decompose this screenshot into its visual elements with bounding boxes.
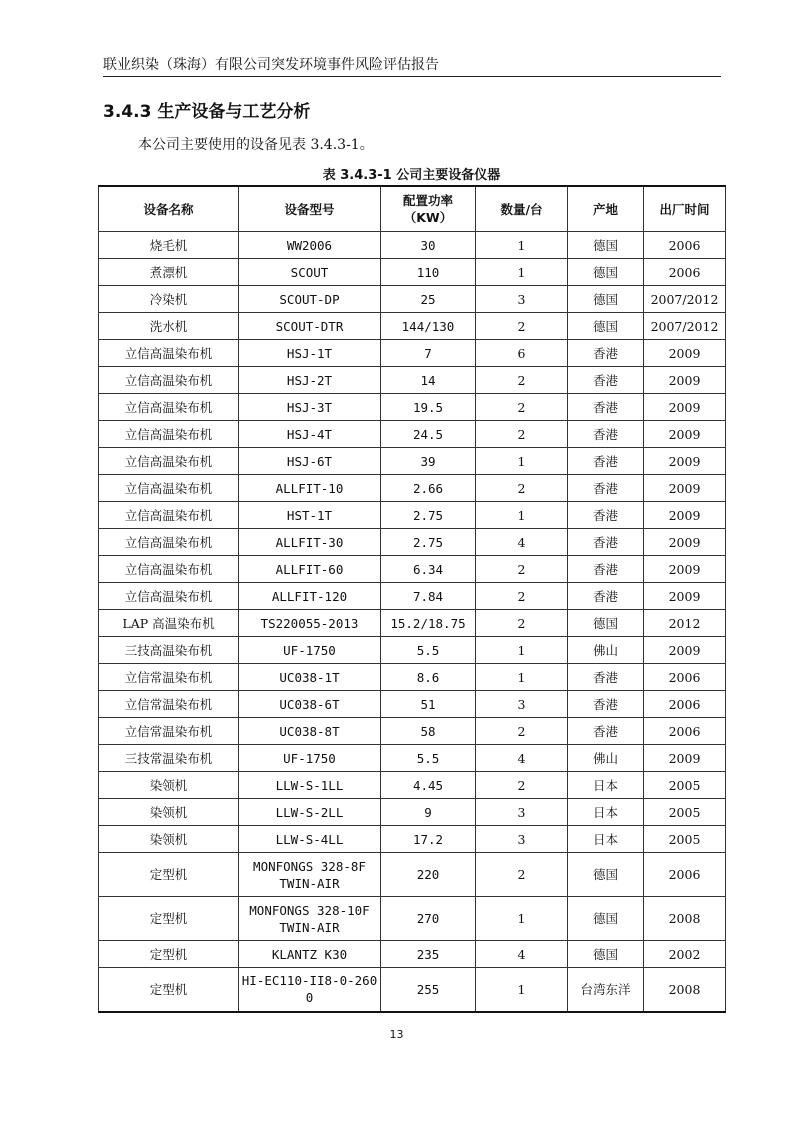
cell-name: 洗水机 bbox=[99, 313, 239, 340]
table-row bbox=[99, 799, 726, 826]
cell-qty: 1 bbox=[476, 664, 568, 691]
cell-model: UC038-8T bbox=[239, 718, 381, 745]
section-title: 3.4.3 生产设备与工艺分析 bbox=[103, 102, 311, 122]
cell-year: 2006 bbox=[644, 259, 726, 286]
cell-power: 30 bbox=[381, 232, 476, 259]
cell-qty: 1 bbox=[476, 637, 568, 664]
cell-power: 51 bbox=[381, 691, 476, 718]
cell-origin: 香港 bbox=[568, 394, 644, 421]
cell-name: 立信高温染布机 bbox=[99, 340, 239, 367]
table-row bbox=[99, 421, 726, 448]
cell-power: 17.2 bbox=[381, 826, 476, 853]
table-row bbox=[99, 583, 726, 610]
cell-model: HSJ-4T bbox=[239, 421, 381, 448]
cell-name: LAP 高温染布机 bbox=[99, 610, 239, 637]
cell-origin: 德国 bbox=[568, 897, 644, 941]
intro-paragraph: 本公司主要使用的设备见表 3.4.3-1。 bbox=[138, 137, 374, 153]
cell-origin: 日本 bbox=[568, 826, 644, 853]
cell-origin: 德国 bbox=[568, 313, 644, 340]
cell-qty: 3 bbox=[476, 691, 568, 718]
cell-origin: 香港 bbox=[568, 583, 644, 610]
table-row bbox=[99, 286, 726, 313]
cell-year: 2007/2012 bbox=[644, 286, 726, 313]
cell-power: 7.84 bbox=[381, 583, 476, 610]
cell-name: 立信高温染布机 bbox=[99, 367, 239, 394]
cell-qty: 3 bbox=[476, 286, 568, 313]
cell-year: 2009 bbox=[644, 556, 726, 583]
cell-year: 2008 bbox=[644, 897, 726, 941]
cell-name: 定型机 bbox=[99, 897, 239, 941]
cell-name: 定型机 bbox=[99, 941, 239, 968]
cell-qty: 2 bbox=[476, 313, 568, 340]
cell-model: UF-1750 bbox=[239, 745, 381, 772]
cell-qty: 2 bbox=[476, 718, 568, 745]
cell-model: HSJ-2T bbox=[239, 367, 381, 394]
cell-origin: 香港 bbox=[568, 340, 644, 367]
cell-model: ALLFIT-120 bbox=[239, 583, 381, 610]
cell-model: SCOUT-DTR bbox=[239, 313, 381, 340]
cell-model: HI-EC110-II8-0-260 0 bbox=[239, 968, 381, 1012]
table-row bbox=[99, 502, 726, 529]
cell-model: WW2006 bbox=[239, 232, 381, 259]
cell-power: 255 bbox=[381, 968, 476, 1012]
cell-year: 2005 bbox=[644, 772, 726, 799]
table-row bbox=[99, 313, 726, 340]
cell-year: 2009 bbox=[644, 637, 726, 664]
cell-origin: 日本 bbox=[568, 799, 644, 826]
cell-name: 立信高温染布机 bbox=[99, 475, 239, 502]
cell-model: ALLFIT-30 bbox=[239, 529, 381, 556]
cell-power: 6.34 bbox=[381, 556, 476, 583]
table-row bbox=[99, 745, 726, 772]
cell-model: MONFONGS 328-10F TWIN-AIR bbox=[239, 897, 381, 941]
table-row bbox=[99, 556, 726, 583]
page-number: 13 bbox=[389, 1028, 404, 1041]
cell-origin: 德国 bbox=[568, 232, 644, 259]
table-caption: 表 3.4.3-1 公司主要设备仪器 bbox=[322, 168, 501, 183]
cell-year: 2009 bbox=[644, 448, 726, 475]
cell-origin: 德国 bbox=[568, 259, 644, 286]
cell-origin: 佛山 bbox=[568, 637, 644, 664]
cell-name: 立信高温染布机 bbox=[99, 421, 239, 448]
cell-year: 2009 bbox=[644, 394, 726, 421]
table-row bbox=[99, 968, 726, 1012]
cell-qty: 2 bbox=[476, 610, 568, 637]
cell-qty: 2 bbox=[476, 772, 568, 799]
cell-year: 2009 bbox=[644, 745, 726, 772]
col-header-power: 配置功率 （KW） bbox=[381, 186, 476, 232]
cell-origin: 香港 bbox=[568, 421, 644, 448]
cell-model: HSJ-1T bbox=[239, 340, 381, 367]
cell-name: 煮漂机 bbox=[99, 259, 239, 286]
cell-model: ALLFIT-10 bbox=[239, 475, 381, 502]
cell-year: 2008 bbox=[644, 968, 726, 1012]
cell-name: 立信高温染布机 bbox=[99, 448, 239, 475]
cell-qty: 2 bbox=[476, 556, 568, 583]
cell-power: 220 bbox=[381, 853, 476, 897]
cell-origin: 香港 bbox=[568, 367, 644, 394]
cell-qty: 2 bbox=[476, 475, 568, 502]
cell-power: 8.6 bbox=[381, 664, 476, 691]
cell-model: HSJ-3T bbox=[239, 394, 381, 421]
cell-year: 2012 bbox=[644, 610, 726, 637]
cell-year: 2009 bbox=[644, 421, 726, 448]
cell-name: 立信常温染布机 bbox=[99, 718, 239, 745]
table-row bbox=[99, 610, 726, 637]
cell-qty: 4 bbox=[476, 941, 568, 968]
cell-name: 立信高温染布机 bbox=[99, 502, 239, 529]
cell-qty: 1 bbox=[476, 502, 568, 529]
cell-name: 立信常温染布机 bbox=[99, 664, 239, 691]
cell-model: LLW-S-4LL bbox=[239, 826, 381, 853]
cell-year: 2006 bbox=[644, 718, 726, 745]
cell-power: 14 bbox=[381, 367, 476, 394]
cell-name: 立信高温染布机 bbox=[99, 529, 239, 556]
cell-power: 270 bbox=[381, 897, 476, 941]
cell-name: 冷染机 bbox=[99, 286, 239, 313]
cell-year: 2005 bbox=[644, 826, 726, 853]
table-row bbox=[99, 826, 726, 853]
table-row bbox=[99, 529, 726, 556]
cell-qty: 1 bbox=[476, 232, 568, 259]
cell-name: 立信高温染布机 bbox=[99, 583, 239, 610]
cell-name: 立信常温染布机 bbox=[99, 691, 239, 718]
cell-model: LLW-S-2LL bbox=[239, 799, 381, 826]
cell-power: 19.5 bbox=[381, 394, 476, 421]
cell-origin: 香港 bbox=[568, 718, 644, 745]
table-row bbox=[99, 897, 726, 941]
cell-year: 2006 bbox=[644, 853, 726, 897]
cell-origin: 佛山 bbox=[568, 745, 644, 772]
cell-origin: 德国 bbox=[568, 610, 644, 637]
cell-qty: 3 bbox=[476, 826, 568, 853]
cell-qty: 1 bbox=[476, 259, 568, 286]
cell-power: 58 bbox=[381, 718, 476, 745]
cell-name: 三技高温染布机 bbox=[99, 637, 239, 664]
table-row bbox=[99, 475, 726, 502]
cell-power: 110 bbox=[381, 259, 476, 286]
cell-qty: 3 bbox=[476, 799, 568, 826]
cell-power: 2.66 bbox=[381, 475, 476, 502]
cell-origin: 德国 bbox=[568, 853, 644, 897]
cell-power: 235 bbox=[381, 941, 476, 968]
page-header: 联业织染（珠海）有限公司突发环境事件风险评估报告 bbox=[103, 56, 721, 77]
cell-qty: 2 bbox=[476, 583, 568, 610]
table-row bbox=[99, 340, 726, 367]
cell-model: SCOUT bbox=[239, 259, 381, 286]
cell-qty: 1 bbox=[476, 968, 568, 1012]
table-row bbox=[99, 664, 726, 691]
col-header-qty: 数量/台 bbox=[476, 186, 568, 232]
col-header-year: 出厂时间 bbox=[644, 186, 726, 232]
cell-power: 2.75 bbox=[381, 529, 476, 556]
col-header-origin: 产地 bbox=[568, 186, 644, 232]
cell-model: HSJ-6T bbox=[239, 448, 381, 475]
table-row bbox=[99, 367, 726, 394]
cell-power: 144/130 bbox=[381, 313, 476, 340]
cell-year: 2005 bbox=[644, 799, 726, 826]
cell-qty: 4 bbox=[476, 529, 568, 556]
cell-name: 三技常温染布机 bbox=[99, 745, 239, 772]
cell-model: SCOUT-DP bbox=[239, 286, 381, 313]
table-row bbox=[99, 637, 726, 664]
cell-year: 2009 bbox=[644, 475, 726, 502]
cell-model: HST-1T bbox=[239, 502, 381, 529]
cell-model: UC038-1T bbox=[239, 664, 381, 691]
cell-qty: 2 bbox=[476, 853, 568, 897]
table-row bbox=[99, 718, 726, 745]
cell-year: 2009 bbox=[644, 502, 726, 529]
cell-year: 2006 bbox=[644, 691, 726, 718]
cell-name: 烧毛机 bbox=[99, 232, 239, 259]
cell-name: 定型机 bbox=[99, 853, 239, 897]
cell-year: 2007/2012 bbox=[644, 313, 726, 340]
cell-model: UF-1750 bbox=[239, 637, 381, 664]
cell-power: 9 bbox=[381, 799, 476, 826]
cell-qty: 2 bbox=[476, 394, 568, 421]
table-row bbox=[99, 259, 726, 286]
cell-year: 2009 bbox=[644, 583, 726, 610]
table-row bbox=[99, 394, 726, 421]
cell-name: 定型机 bbox=[99, 968, 239, 1012]
col-header-model: 设备型号 bbox=[239, 186, 381, 232]
cell-qty: 2 bbox=[476, 421, 568, 448]
cell-model: ALLFIT-60 bbox=[239, 556, 381, 583]
cell-origin: 德国 bbox=[568, 941, 644, 968]
cell-origin: 香港 bbox=[568, 448, 644, 475]
cell-power: 39 bbox=[381, 448, 476, 475]
cell-origin: 台湾东洋 bbox=[568, 968, 644, 1012]
cell-name: 立信高温染布机 bbox=[99, 394, 239, 421]
cell-year: 2002 bbox=[644, 941, 726, 968]
cell-name: 染领机 bbox=[99, 826, 239, 853]
table-row bbox=[99, 853, 726, 897]
table-row bbox=[99, 691, 726, 718]
table-row bbox=[99, 941, 726, 968]
cell-origin: 香港 bbox=[568, 691, 644, 718]
cell-origin: 香港 bbox=[568, 664, 644, 691]
cell-qty: 1 bbox=[476, 448, 568, 475]
table-row bbox=[99, 448, 726, 475]
table-row bbox=[99, 772, 726, 799]
cell-model: UC038-6T bbox=[239, 691, 381, 718]
cell-qty: 6 bbox=[476, 340, 568, 367]
cell-power: 25 bbox=[381, 286, 476, 313]
cell-qty: 2 bbox=[476, 367, 568, 394]
cell-power: 5.5 bbox=[381, 637, 476, 664]
cell-year: 2009 bbox=[644, 340, 726, 367]
cell-origin: 德国 bbox=[568, 286, 644, 313]
cell-name: 染领机 bbox=[99, 772, 239, 799]
cell-power: 2.75 bbox=[381, 502, 476, 529]
table-header-row bbox=[99, 186, 726, 232]
cell-origin: 香港 bbox=[568, 502, 644, 529]
table-row bbox=[99, 232, 726, 259]
cell-origin: 香港 bbox=[568, 529, 644, 556]
cell-qty: 4 bbox=[476, 745, 568, 772]
cell-power: 5.5 bbox=[381, 745, 476, 772]
cell-model: TS220055-2013 bbox=[239, 610, 381, 637]
cell-model: KLANTZ K30 bbox=[239, 941, 381, 968]
cell-year: 2009 bbox=[644, 367, 726, 394]
cell-qty: 1 bbox=[476, 897, 568, 941]
cell-power: 15.2/18.75 bbox=[381, 610, 476, 637]
cell-power: 7 bbox=[381, 340, 476, 367]
cell-origin: 香港 bbox=[568, 475, 644, 502]
cell-year: 2006 bbox=[644, 664, 726, 691]
cell-model: MONFONGS 328-8F TWIN-AIR bbox=[239, 853, 381, 897]
cell-origin: 香港 bbox=[568, 556, 644, 583]
cell-power: 4.45 bbox=[381, 772, 476, 799]
cell-name: 染领机 bbox=[99, 799, 239, 826]
equipment-table bbox=[98, 185, 726, 1013]
cell-origin: 日本 bbox=[568, 772, 644, 799]
cell-year: 2006 bbox=[644, 232, 726, 259]
cell-power: 24.5 bbox=[381, 421, 476, 448]
cell-year: 2009 bbox=[644, 529, 726, 556]
cell-model: LLW-S-1LL bbox=[239, 772, 381, 799]
col-header-name: 设备名称 bbox=[99, 186, 239, 232]
cell-name: 立信高温染布机 bbox=[99, 556, 239, 583]
